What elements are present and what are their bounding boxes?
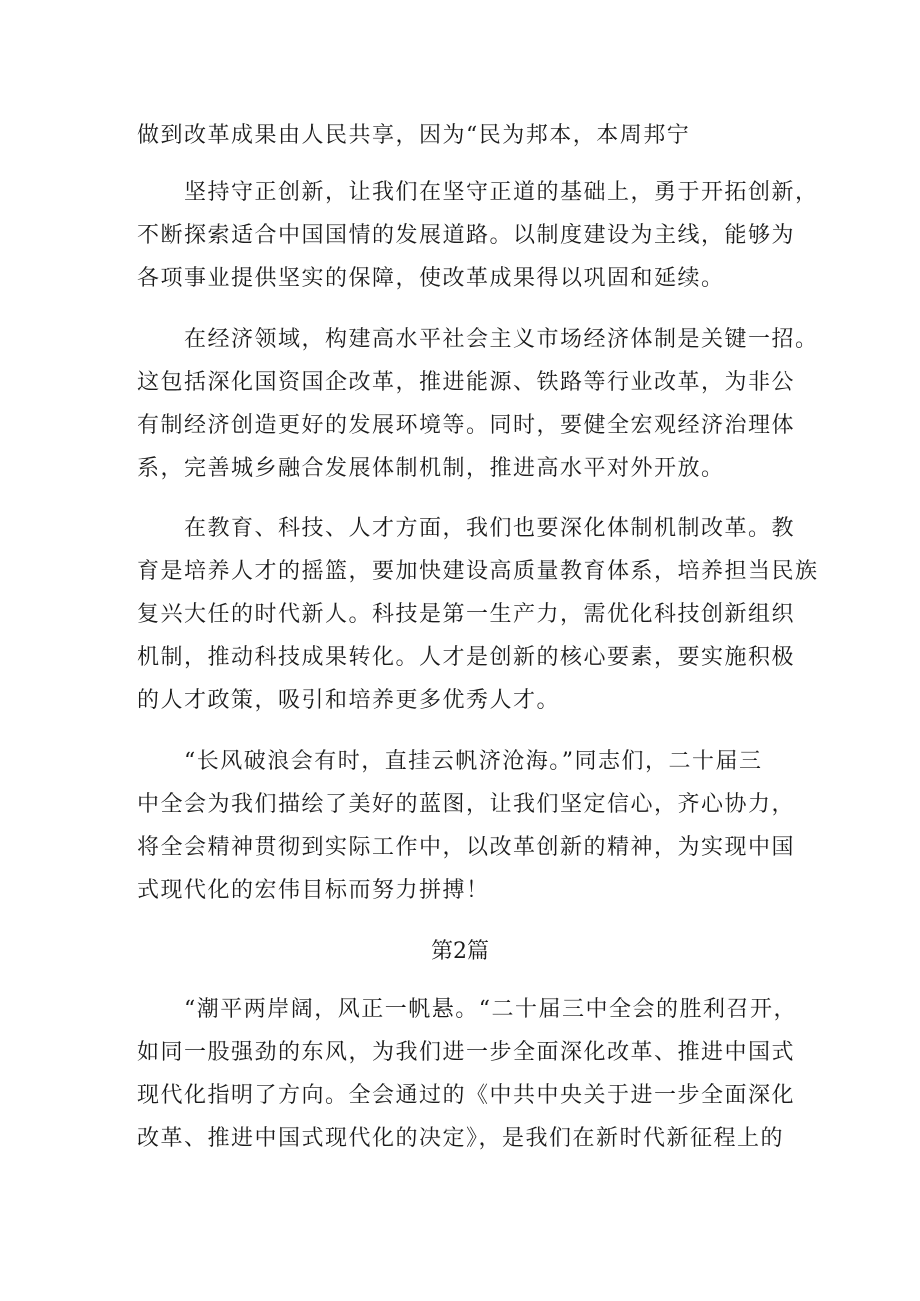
text-line: 系，完善城乡融合发展体制机制，推进高水平对外开放。 xyxy=(137,456,725,481)
text-line: 现代化指明了方向。全会通过的《中共中央关于进一步全面深化 xyxy=(137,1083,796,1108)
text-line: 的人才政策，吸引和培养更多优秀人才。 xyxy=(137,688,561,713)
text-line: 这包括深化国资国企改革，推进能源、铁路等行业改革，为非公 xyxy=(137,370,796,395)
text-line: 机制，推动科技成果转化。人才是创新的核心要素，要实施积极 xyxy=(137,645,796,670)
section-heading: 第2篇 xyxy=(431,939,489,964)
text-line: 不断探索适合中国国情的发展道路。以制度建设为主线，能够为 xyxy=(137,223,796,248)
paragraph-start-line: “长风破浪会有时，直挂云帆济沧海。”同志们，二十届三 xyxy=(184,749,763,774)
paragraph-start-line: “潮平两岸阔，风正一帆悬。“二十届三中全会的胜利召开， xyxy=(184,997,797,1022)
text-line: 做到改革成果由人民共享，因为“民为邦本，本周邦宁 xyxy=(137,123,691,148)
text-line: 如同一股强劲的东风，为我们进一步全面深化改革、推进中国式 xyxy=(137,1040,796,1065)
paragraph-start-line: 在经济领域，构建高水平社会主义市场经济体制是关键一招。 xyxy=(184,327,819,352)
paragraph-start-line: 在教育、科技、人才方面，我们也要深化体制机制改革。教 xyxy=(184,516,796,541)
text-line: 有制经济创造更好的发展环境等。同时，要健全宏观经济治理体 xyxy=(137,413,796,438)
text-line: 改革、推进中国式现代化的决定》，是我们在新时代新征程上的 xyxy=(137,1126,785,1151)
text-line: 式现代化的宏伟目标而努力拼搏！ xyxy=(137,878,490,903)
text-line: 育是培养人才的摇篮，要加快建设高质量教育体系，培养担当民族 xyxy=(137,559,819,584)
text-line: 中全会为我们描绘了美好的蓝图，让我们坚定信心，齐心协力， xyxy=(137,792,796,817)
text-line: 将全会精神贯彻到实际工作中，以改革创新的精神，为实现中国 xyxy=(137,835,796,860)
paragraph-start-line: 坚持守正创新，让我们在坚守正道的基础上，勇于开拓创新， xyxy=(184,180,819,205)
text-line: 复兴大任的时代新人。科技是第一生产力，需优化科技创新组织 xyxy=(137,602,796,627)
text-line: 各项事业提供坚实的保障，使改革成果得以巩固和延续。 xyxy=(137,266,725,291)
